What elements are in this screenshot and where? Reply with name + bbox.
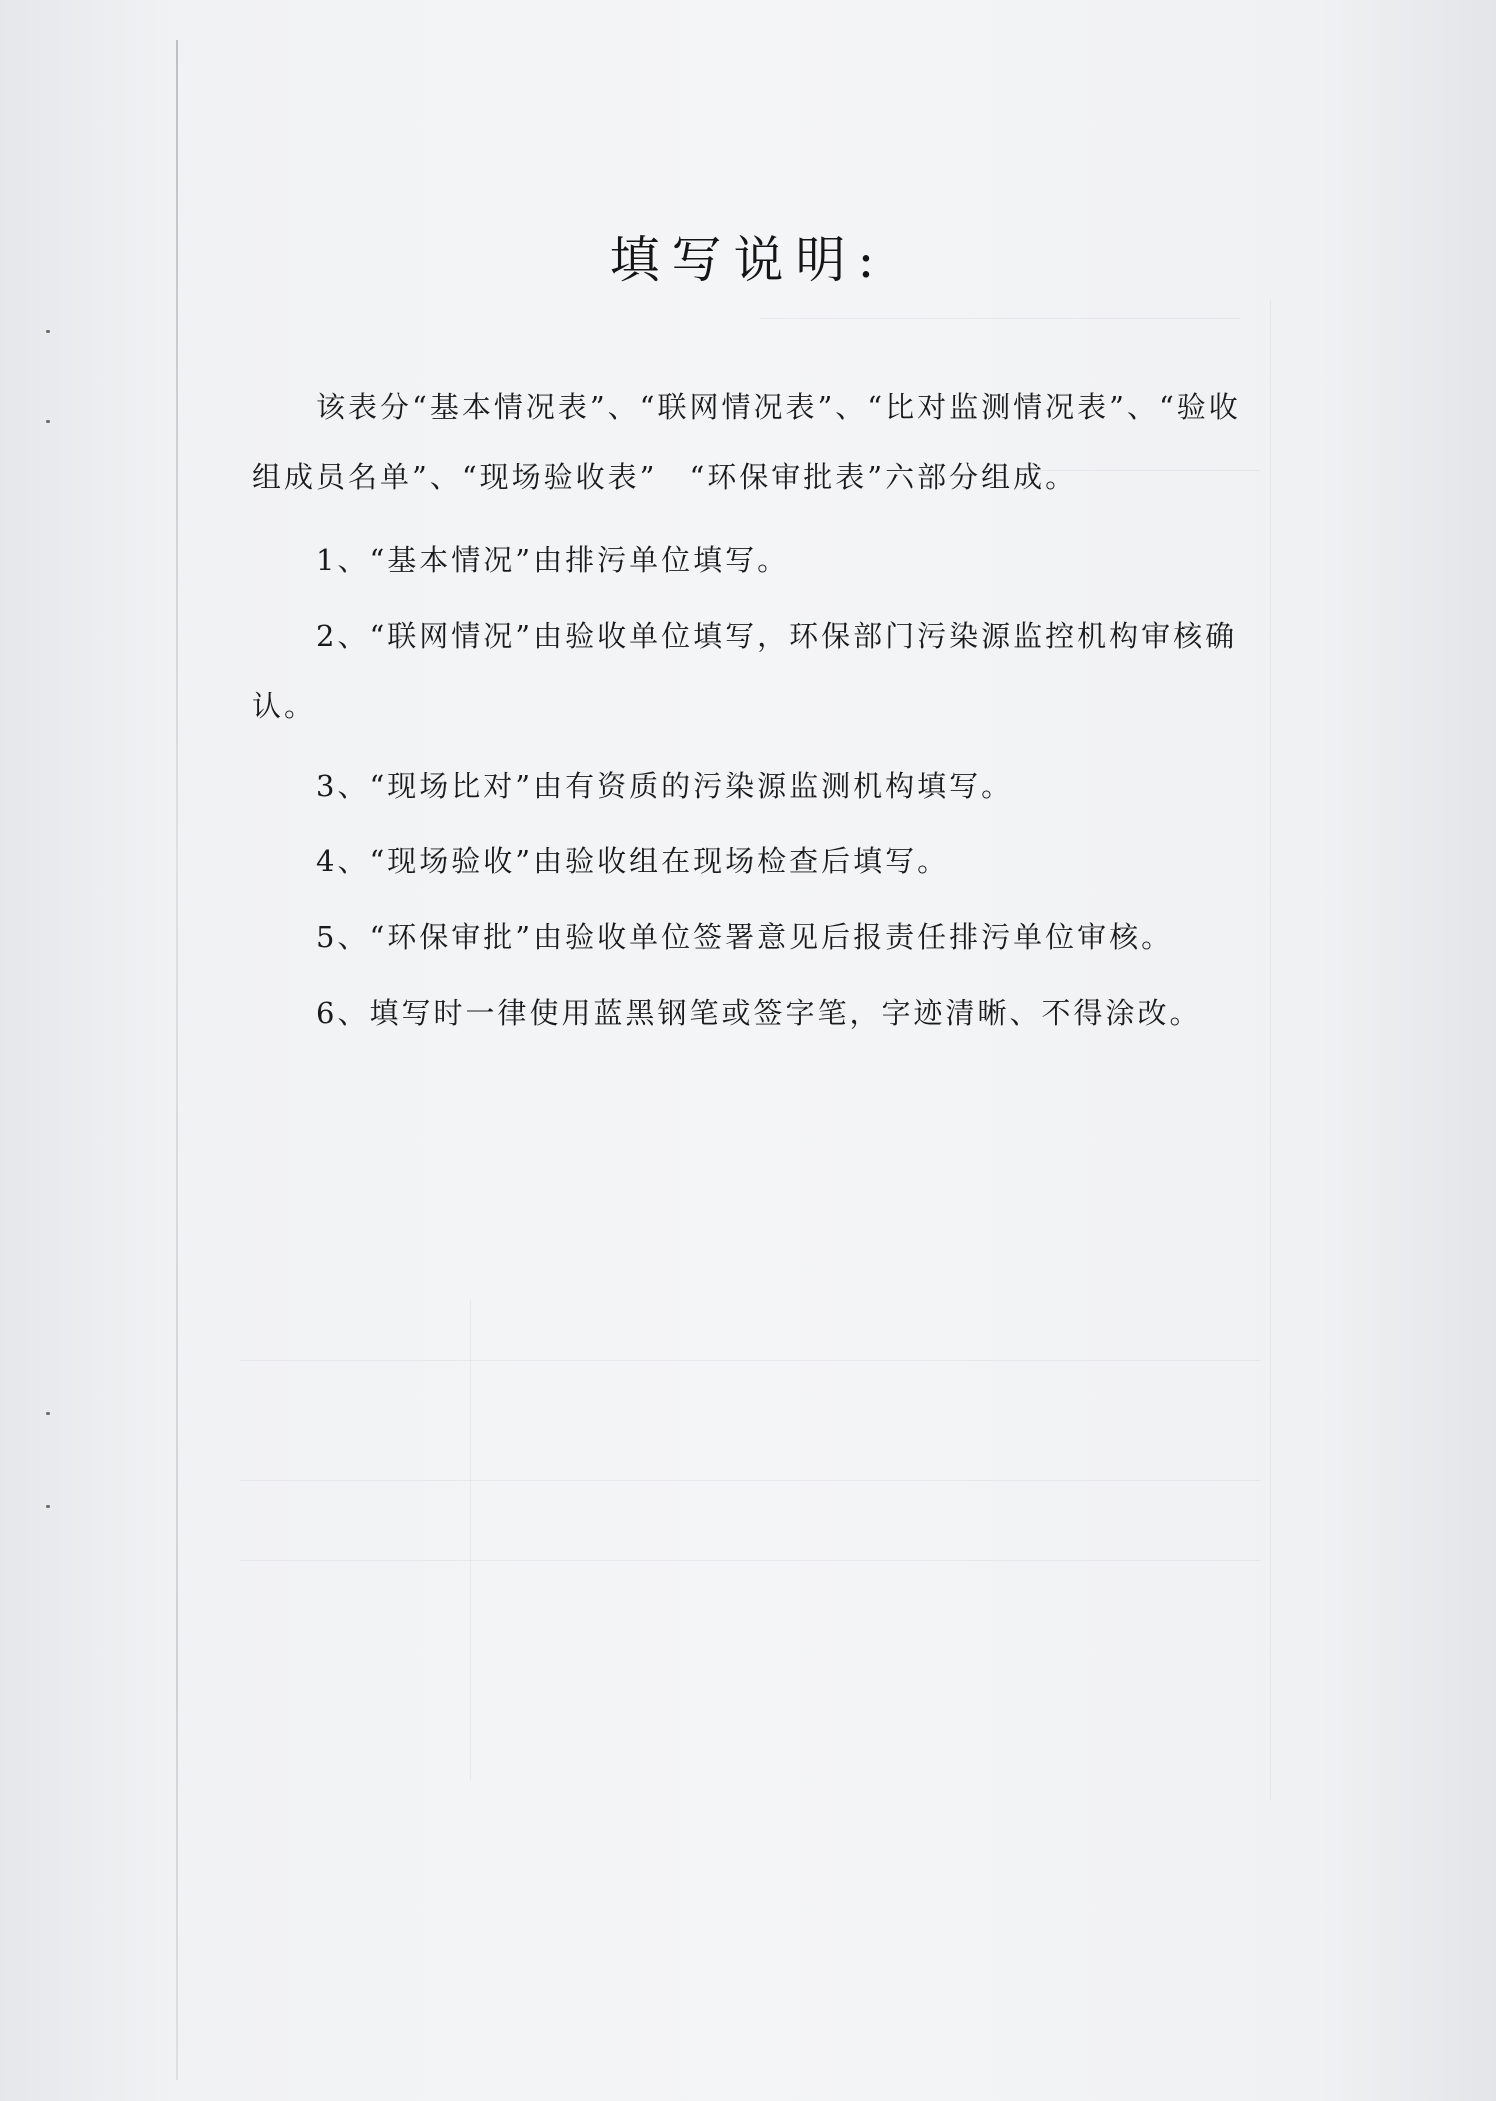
page-title: 填写说明:	[609, 231, 887, 289]
instruction-item-1: 1、“基本情况”由排污单位填写。	[316, 543, 790, 577]
intro-paragraph: 该表分“基本情况表”、“联网情况表”、“比对监测情况表”、“验收组成员名单”、“现场验收表” “环保审批表”六部分组成。	[252, 390, 1241, 494]
show-through-line	[240, 1360, 1260, 1361]
instruction-item-5: 5、“环保审批”由验收单位签署意见后报责任排污单位审核。	[316, 920, 1174, 954]
instruction-item-2: 2、“联网情况”由验收单位填写，环保部门污染源监控机构审核确认。	[252, 619, 1238, 723]
binding-hole-mark	[46, 1412, 50, 1415]
show-through-line	[240, 1480, 1260, 1481]
fold-line	[176, 40, 178, 2080]
binding-hole-mark	[46, 420, 50, 423]
show-through-line	[1270, 300, 1271, 1800]
show-through-line	[240, 1560, 1260, 1561]
instruction-item-3: 3、“现场比对”由有资质的污染源监测机构填写。	[316, 769, 1014, 803]
binding-hole-mark	[46, 330, 50, 333]
instruction-item-4: 4、“现场验收”由验收组在现场检查后填写。	[316, 844, 950, 878]
binding-hole-mark	[46, 1505, 50, 1508]
instruction-item-6: 6、填写时一律使用蓝黑钢笔或签字笔，字迹清晰、不得涂改。	[316, 996, 1202, 1030]
show-through-line	[470, 1300, 471, 1780]
show-through-line	[760, 318, 1240, 319]
